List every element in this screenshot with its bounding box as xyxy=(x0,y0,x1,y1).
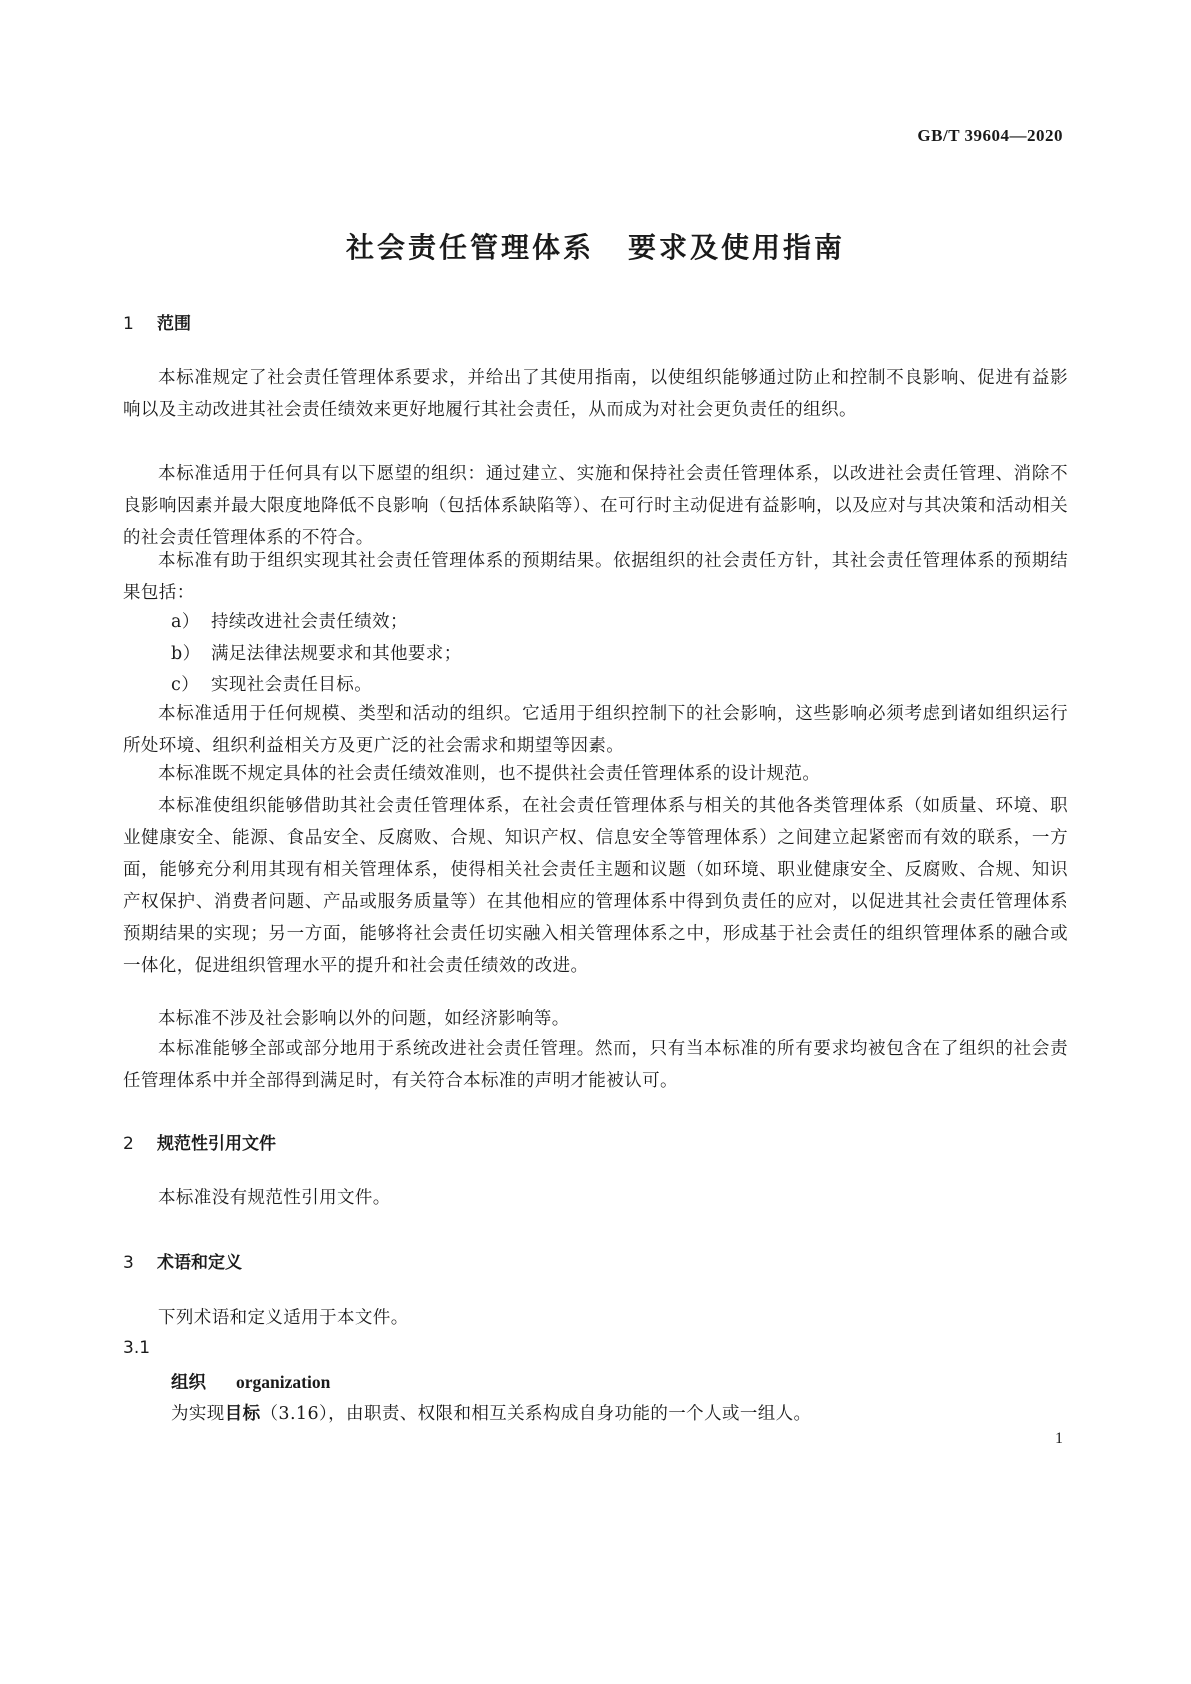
scope-paragraph-2: 本标准适用于任何具有以下愿望的组织：通过建立、实施和保持社会责任管理体系，以改进社会责任管理、消除不良影响因素并最大限度地降低不良影响（包括体系缺陷等）、在可行时主动促进有益影响，以及应对与其决策和活动相关的社会责任管理体系的不符合。 xyxy=(123,464,1068,548)
section-title: 术语和定义 xyxy=(157,1253,242,1273)
scope-paragraph-3: 本标准有助于组织实现其社会责任管理体系的预期结果。依据组织的社会责任方针，其社会责任管理体系的预期结果包括： xyxy=(123,551,1068,603)
term-entry xyxy=(171,1369,330,1394)
section-number: 2 xyxy=(123,1134,134,1154)
definition-rest: ，由职责、权限和相互关系构成自身功能的一个人或一组人。 xyxy=(328,1404,812,1424)
list-text: 持续改进社会责任绩效； xyxy=(211,612,408,632)
scope-paragraph-7: 本标准不涉及社会影响以外的问题，如经济影响等。 xyxy=(158,1009,570,1029)
list-marker: c） xyxy=(171,675,200,695)
page-number: 1 xyxy=(1055,1430,1063,1447)
section-heading-normative-references xyxy=(123,1129,276,1154)
list-item-a xyxy=(171,606,408,638)
list-marker: a） xyxy=(171,612,200,632)
normative-paragraph: 本标准没有规范性引用文件。 xyxy=(158,1188,391,1208)
definition-prefix: 为实现 xyxy=(171,1404,225,1424)
clause-number: 3.1 xyxy=(123,1338,151,1358)
list-item-c xyxy=(171,669,372,701)
section-heading-terms xyxy=(123,1248,242,1273)
section-title: 规范性引用文件 xyxy=(157,1134,276,1154)
title-part-2: 要求及使用指南 xyxy=(628,231,846,264)
terms-intro: 下列术语和定义适用于本文件。 xyxy=(158,1308,409,1328)
section-number: 3 xyxy=(123,1253,134,1273)
title-part-1: 社会责任管理体系 xyxy=(345,231,594,264)
scope-paragraph-8: 本标准能够全部或部分地用于系统改进社会责任管理。然而，只有当本标准的所有要求均被包含在了组织的社会责任管理体系中并全部得到满足时，有关符合本标准的声明才能被认可。 xyxy=(123,1039,1068,1091)
scope-paragraph-5: 本标准既不规定具体的社会责任绩效准则，也不提供社会责任管理体系的设计规范。 xyxy=(158,764,821,784)
definition-referenced-term: 目标 xyxy=(224,1404,261,1424)
term-definition xyxy=(171,1400,811,1425)
list-text: 满足法律法规要求和其他要求； xyxy=(211,644,462,664)
standard-number: GB/T 39604—2020 xyxy=(917,126,1063,145)
scope-paragraph-4: 本标准适用于任何规模、类型和活动的组织。它适用于组织控制下的社会影响，这些影响必须考虑到诸如组织运行所处环境、组织利益相关方及更广泛的社会需求和期望等因素。 xyxy=(123,704,1068,756)
section-title: 范围 xyxy=(157,314,191,334)
term-chinese: 组织 xyxy=(171,1373,206,1393)
list-item-b xyxy=(171,638,462,670)
section-heading-scope xyxy=(123,309,191,334)
scope-paragraph-6: 本标准使组织能够借助其社会责任管理体系，在社会责任管理体系与相关的其他各类管理体系（如质量、环境、职业健康安全、能源、食品安全、反腐败、合规、知识产权、信息安全等管理体系）之间建立起紧密而有效的联系，一方面，能够充分利用其现有相关管理体系，使得相关社会责任主题和议题（如环境、职业健康安全、反腐败、合规、知识产权保护、消费者问题、产品或服务质量等）在其他相应的管理体系中得到负责任的应对，以促进其社会责任管理体系预期结果的实现；另一方面，能够将社会责任切实融入相关管理体系之中，形成基于社会责任的组织管理体系的融合或一体化，促进组织管理水平的提升和社会责任绩效的改进。 xyxy=(123,796,1068,976)
definition-reference: （3.16） xyxy=(260,1404,329,1424)
list-marker: b） xyxy=(171,644,201,664)
scope-paragraph-1: 本标准规定了社会责任管理体系要求，并给出了其使用指南，以使组织能够通过防止和控制不良影响、促进有益影响以及主动改进其社会责任绩效来更好地履行其社会责任，从而成为对社会更负责任的组织。 xyxy=(123,368,1068,420)
document-title xyxy=(0,226,1191,266)
section-number: 1 xyxy=(123,314,134,334)
list-text: 实现社会责任目标。 xyxy=(211,675,373,695)
term-english: organization xyxy=(236,1372,331,1392)
